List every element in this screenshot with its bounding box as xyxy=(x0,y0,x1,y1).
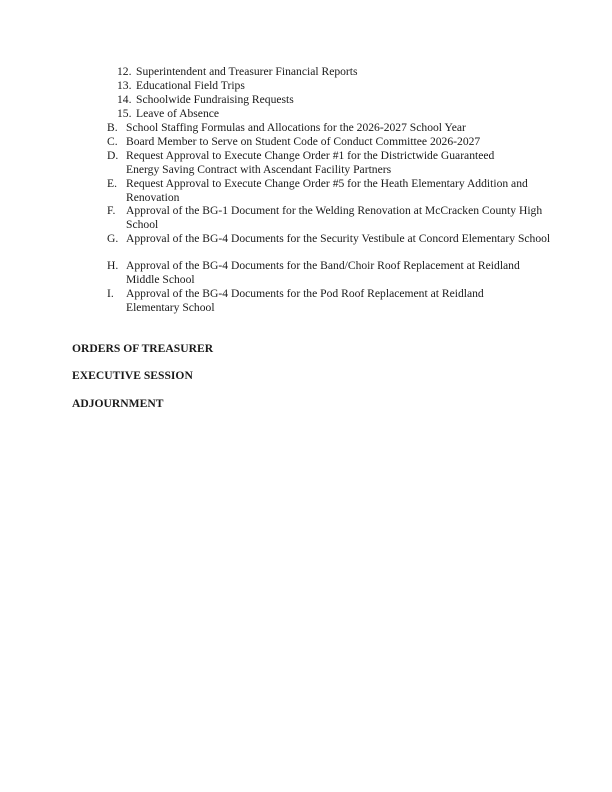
agenda-item-d xyxy=(107,149,527,176)
item-text: Approval of the BG-4 Documents for the Pod Roof Replacement at Reidland Elementary School xyxy=(126,287,484,314)
item-text: Educational Field Trips xyxy=(136,79,245,92)
item-letter: B. xyxy=(107,121,118,134)
agenda-subitem xyxy=(117,93,294,107)
item-text: Leave of Absence xyxy=(136,107,220,120)
item-letter: D. xyxy=(107,149,119,162)
item-text: Request Approval to Execute Change Order #1 for the Districtwide Guaranteed Energy Saving Contract with Ascendant Facility Partners xyxy=(126,149,495,176)
item-text: Approval of the BG-4 Documents for the Band/Choir Roof Replacement at Reidland Middle School xyxy=(126,259,520,286)
item-letter: I. xyxy=(107,287,114,300)
agenda-subitem xyxy=(117,79,245,93)
agenda-subitem xyxy=(117,107,219,121)
item-text: Approval of the BG-1 Document for the Welding Renovation at McCracken County High School xyxy=(126,204,543,231)
item-letter: H. xyxy=(107,259,119,272)
heading-executive-session: EXECUTIVE SESSION xyxy=(72,369,193,382)
item-text: School Staffing Formulas and Allocations for the 2026-2027 School Year xyxy=(126,121,466,134)
item-number: 14. xyxy=(117,93,132,106)
agenda-subitem xyxy=(117,65,358,79)
agenda-item-b xyxy=(107,121,547,135)
item-text: Superintendent and Treasurer Financial Reports xyxy=(136,65,358,78)
item-text: Request Approval to Execute Change Order #5 for the Heath Elementary Addition and Renovation xyxy=(126,177,528,204)
item-text: Board Member to Serve on Student Code of Conduct Committee 2026-2027 xyxy=(126,135,481,148)
item-letter: E. xyxy=(107,177,117,190)
item-number: 13. xyxy=(117,79,132,92)
item-number: 12. xyxy=(117,65,132,78)
agenda-item-e xyxy=(107,177,537,204)
heading-adjournment: ADJOURNMENT xyxy=(72,397,164,410)
agenda-item-f xyxy=(107,204,552,231)
item-letter: C. xyxy=(107,135,118,148)
item-text: Approval of the BG-4 Documents for the Security Vestibule at Concord Elementary School xyxy=(126,232,551,245)
agenda-item-i xyxy=(107,287,527,314)
item-letter: G. xyxy=(107,232,119,245)
item-number: 15. xyxy=(117,107,132,120)
agenda-item-h xyxy=(107,259,552,286)
item-text: Schoolwide Fundraising Requests xyxy=(136,93,294,106)
heading-orders-of-treasurer: ORDERS OF TREASURER xyxy=(72,342,214,355)
item-letter: F. xyxy=(107,204,116,217)
agenda-item-g xyxy=(107,232,552,246)
agenda-item-c xyxy=(107,135,547,149)
